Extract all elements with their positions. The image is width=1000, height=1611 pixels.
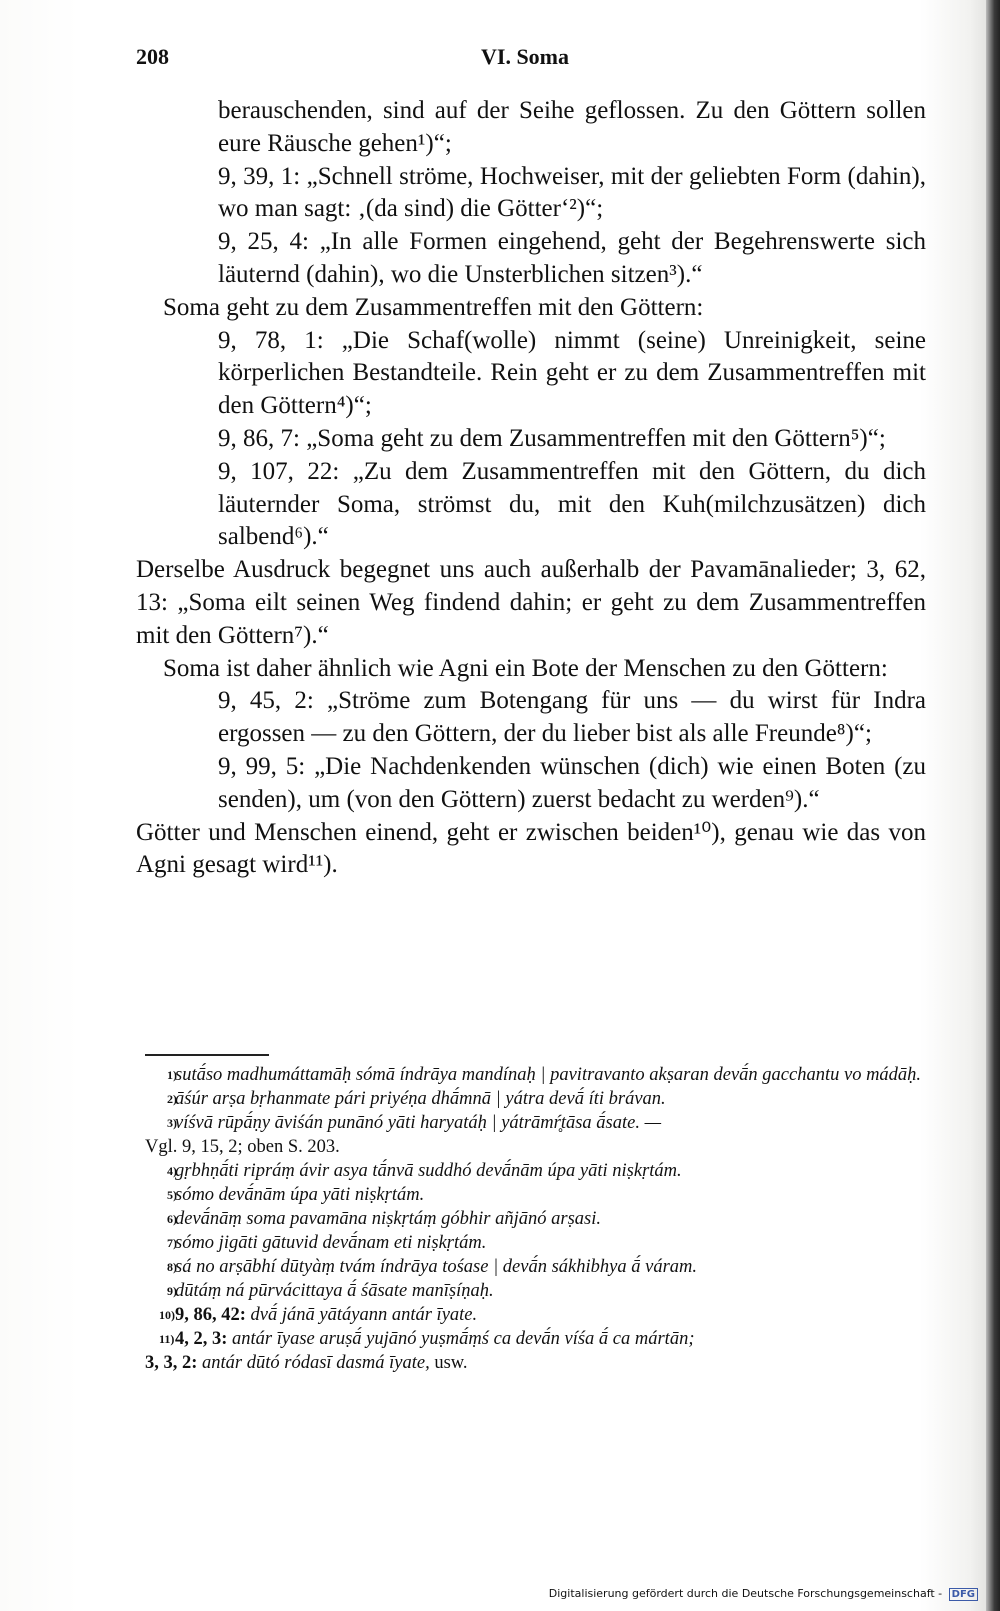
footnote	[145, 1231, 931, 1255]
paragraph: Soma geht zu dem Zusammentreffen mit den Göttern:	[163, 293, 704, 321]
page-header	[136, 44, 896, 74]
digitization-credit	[549, 1587, 978, 1601]
quote-line: berauschenden, sind auf der Seihe geflossen. Zu den Göttern sollen eure Räusche gehen¹)“;	[218, 97, 926, 157]
footnote-mark: 9)	[167, 1284, 177, 1298]
footnote	[145, 1327, 931, 1375]
quote-line: 9, 25, 4: „In alle Formen eingehend, geht der Begehrenswerte sich läuternd (dahin), wo die Unsterblichen sitzen³).“	[218, 228, 926, 288]
footnote	[145, 1063, 931, 1087]
footnote	[145, 1207, 931, 1231]
footnote	[145, 1183, 931, 1207]
footnote-text: sá no arṣābhí dūtyàṃ tvám índrāya tośase | devā́n sákhibhya ā́ váram.	[175, 1257, 698, 1277]
footnote	[145, 1255, 931, 1279]
footnote-reference: 4, 2, 3:	[175, 1329, 228, 1349]
footnote-text: usw.	[434, 1353, 468, 1373]
footnote	[145, 1087, 931, 1111]
footnote-mark: 11)	[159, 1332, 175, 1346]
quote-line: 9, 86, 7: „Soma geht zu dem Zusammentreffen mit den Göttern⁵)“;	[218, 424, 886, 452]
page-number: 208	[136, 44, 169, 69]
running-head: VI. Soma	[481, 44, 570, 69]
footnote-rule	[145, 1054, 269, 1056]
footnote-text: dvā́ jánā yātáyann antár īyate.	[250, 1305, 478, 1325]
quote-line: 9, 78, 1: „Die Schaf(wolle) nimmt (seine) Unreinigkeit, seine körperlichen Bestandteile. Rein geht er zu dem Zusammentreffen mit den Göttern⁴)“;	[218, 326, 926, 420]
footnote-text: antár īyase aruṣā́ yujānó yuṣmā́ṃś ca devā́n víśa ā́ ca mártān;	[232, 1329, 695, 1349]
footnote-mark: 7)	[167, 1236, 177, 1250]
footnote-text: gṛbhṇā́ti ripráṃ ávir asya tā́nvā suddhó devā́nām úpa yāti niṣkṛtám.	[175, 1161, 682, 1181]
footnote-text: antár dūtó ródasī dasmá īyate,	[202, 1353, 430, 1373]
footnote-mark: 1)	[167, 1068, 177, 1082]
footnote-mark: 8)	[167, 1260, 177, 1274]
footnote-text: āśúr arṣa bṛhanmate pári priyéṇa dhā́mnā | yátra devā́ íti brávan.	[175, 1089, 666, 1109]
footnote	[145, 1159, 931, 1183]
footnote-continuation	[145, 1351, 931, 1375]
book-spine-shadow	[986, 0, 1000, 1611]
credit-text: Digitalisierung gefördert durch die Deutsche Forschungsgemeinschaft -	[548, 1587, 943, 1600]
paragraph: Soma ist daher ähnlich wie Agni ein Bote der Menschen zu den Göttern:	[163, 654, 888, 682]
footnote-reference: 9, 86, 42:	[175, 1305, 246, 1325]
footnote-mark: 10)	[159, 1308, 175, 1322]
quote-line: 9, 39, 1: „Schnell ströme, Hochweiser, mit der geliebten Form (dahin), wo man sagt: ‚(da sind) die Götter‘²)“;	[218, 162, 926, 223]
footnote-text: sómo devā́nām úpa yāti niṣkṛtám.	[175, 1185, 425, 1205]
footnote-mark: 3)	[167, 1116, 177, 1130]
footnote-mark: 4)	[167, 1164, 177, 1178]
quote-line: 9, 99, 5: „Die Nachdenkenden wünschen (dich) wie einen Boten (zu senden), um (von den Göttern) zuerst bedacht zu werden⁹).“	[218, 752, 926, 813]
main-text	[136, 95, 926, 882]
footnote-text: sutā́so madhumáttamāḥ sómā índrāya mandínaḥ | pavitravanto akṣaran devā́n gacchantu vo mádāḥ.	[175, 1065, 922, 1085]
paragraph: Derselbe Ausdruck begegnet uns auch außerhalb der Pavamānalieder; 3, 62, 13: „Soma eilt seinen Weg findend dahin; er geht zu dem Zusammentreffen mit den Göttern⁷).“	[136, 556, 926, 649]
footnote-text: sómo jigāti gātuvid devā́nam eti niṣkṛtám.	[175, 1233, 487, 1253]
footnote-text: dūtáṃ ná pūrvácittaya ā́ śāsate manīṣíṇaḥ.	[175, 1281, 494, 1301]
footnote-continuation: Vgl. 9, 15, 2; oben S. 203.	[145, 1137, 340, 1157]
footnote-reference: 3, 3, 2:	[145, 1353, 198, 1373]
footnote-mark: 2)	[167, 1092, 177, 1106]
footnote-text: devā́nāṃ soma pavamāna niṣkṛtáṃ góbhir añjānó arṣasi.	[175, 1209, 602, 1229]
quote-line: 9, 107, 22: „Zu dem Zusammentreffen mit den Göttern, du dich läuternder Soma, strömst du, mit den Kuh(milchzusätzen) dich salbend⁶).“	[218, 457, 926, 551]
quote-line: 9, 45, 2: „Ströme zum Botengang für uns — du wirst für Indra ergossen — zu den Göttern, der du lieber bist als alle Freunde⁸)“;	[218, 687, 926, 748]
footnote	[145, 1303, 931, 1327]
footnote-mark: 5)	[167, 1188, 177, 1202]
footnote-mark: 6)	[167, 1212, 177, 1226]
footnotes	[145, 1063, 931, 1375]
footnote	[145, 1111, 931, 1159]
footnote	[145, 1279, 931, 1303]
dfg-logo: DFG	[949, 1588, 978, 1601]
footnote-text: víśvā rūpā́ṇy āviśán punānó yāti haryatáḥ | yátrāmŕ̥tāsa ā́sate. —	[175, 1113, 662, 1133]
paragraph: Götter und Menschen einend, geht er zwischen beiden¹⁰), genau wie das von Agni gesagt wird¹¹).	[136, 818, 926, 879]
